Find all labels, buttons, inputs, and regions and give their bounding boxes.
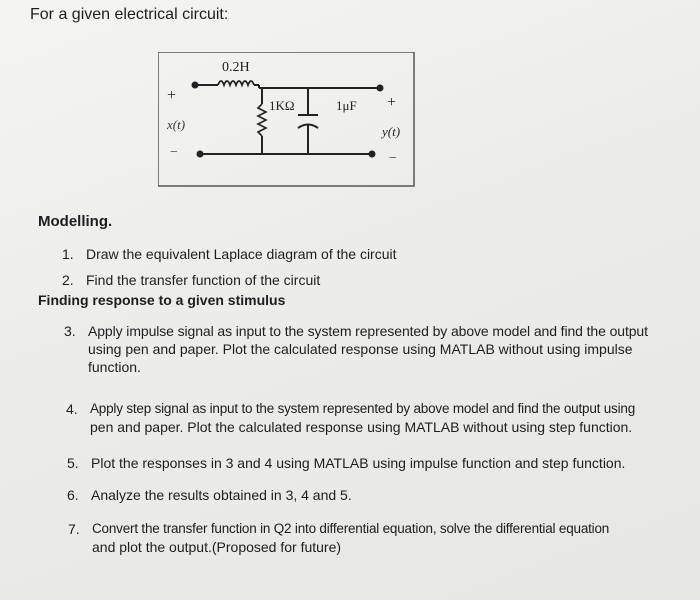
item-number: 7. — [68, 521, 80, 537]
list-item-7 — [68, 520, 688, 558]
item-number: 2. — [62, 272, 74, 288]
input-plus-sign: + — [167, 87, 177, 104]
circuit-frame — [158, 52, 414, 186]
response-heading: Finding response to a given stimulus — [38, 292, 286, 308]
item-text-line-2: using pen and paper. Plot the calculated response using MATLAB without using impulse — [88, 341, 633, 357]
output-label: y(t) — [382, 124, 401, 139]
item-text: Plot the responses in 3 and 4 using MATLAB using impulse function and step function. — [91, 455, 626, 471]
output-minus-sign: − — [389, 151, 397, 166]
list-item-3 — [64, 322, 684, 378]
item-text: Draw the equivalent Laplace diagram of the circuit — [86, 246, 397, 262]
inductor-coil — [218, 81, 254, 85]
item-number: 4. — [66, 401, 78, 417]
item-text: Find the transfer function of the circuit — [86, 272, 321, 288]
intro-text: For a given electrical circuit: — [30, 6, 229, 23]
item-number: 3. — [64, 323, 76, 339]
input-label: x(t) — [167, 117, 186, 132]
capacitor-label: 1μF — [336, 98, 357, 113]
resistor-zigzag — [258, 104, 266, 136]
output-top-terminal — [377, 85, 384, 92]
item-number: 6. — [67, 487, 79, 503]
inductor-label: 0.2H — [222, 60, 250, 75]
item-text-line-1: Apply step signal as input to the system represented by above model and find the output using — [90, 401, 636, 416]
item-text: Analyze the results obtained in 3, 4 and 5. — [91, 487, 352, 503]
item-text-line-1: Apply impulse signal as input to the system represented by above model and find the output — [88, 323, 648, 339]
input-minus-sign: − — [170, 145, 178, 160]
item-number: 5. — [67, 455, 79, 471]
circuit-diagram — [158, 52, 416, 188]
item-text-line-2: pen and paper. Plot the calculated response using MATLAB without using step function. — [90, 419, 633, 435]
item-text-line-3: function. — [88, 359, 141, 375]
item-text-line-1: Convert the transfer function in Q2 into differential equation, solve the differential equation — [92, 521, 610, 536]
item-number: 1. — [62, 246, 74, 262]
output-bottom-terminal — [369, 151, 376, 158]
item-text-line-2: and plot the output.(Proposed for future) — [92, 539, 342, 555]
output-plus-sign: + — [387, 94, 397, 111]
resistor-label: 1KΩ — [269, 98, 295, 113]
modelling-heading: Modelling. — [38, 213, 113, 230]
list-item-4 — [66, 400, 686, 438]
